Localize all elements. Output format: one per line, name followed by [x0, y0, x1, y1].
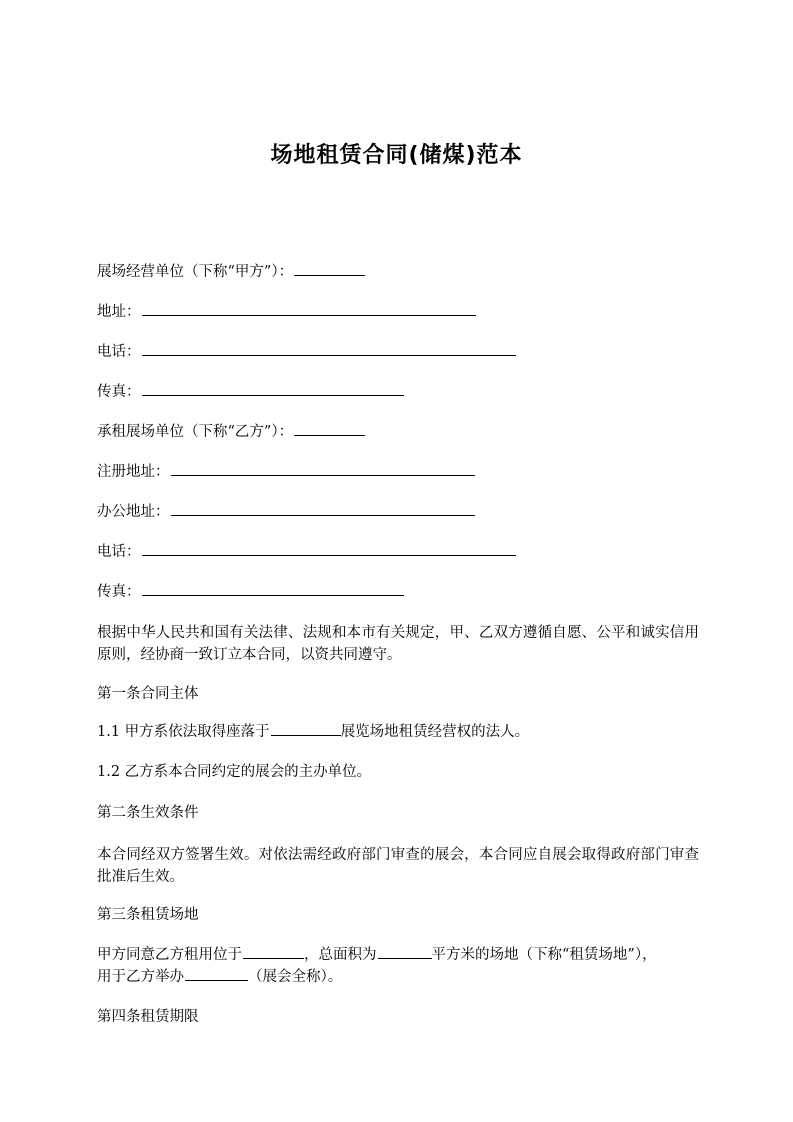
party-b-fax-label: 传真：: [97, 584, 141, 600]
article3-text5: （展会全称）。: [248, 969, 343, 985]
article3-text1: 甲方同意乙方租用位于: [97, 947, 242, 963]
party-b-reg-address-line: [97, 461, 475, 483]
party-b-fax-blank[interactable]: [142, 581, 404, 596]
article2-paragraph: 本合同经双方签署生效。对依法需经政府部门审查的展会，本合同应自展会取得政府部门审查批准后生效。: [97, 847, 699, 885]
party-b-unit-blank[interactable]: [294, 421, 365, 436]
party-b-reg-address-blank[interactable]: [171, 461, 475, 476]
party-b-office-address-line: [97, 501, 475, 523]
party-a-fax-label: 传真：: [97, 384, 141, 400]
party-b-fax-line: [97, 581, 404, 603]
exhibition-name-blank[interactable]: [185, 966, 248, 981]
preamble-paragraph: 根据中华人民共和国有关法律、法规和本市有关规定，甲、乙双方遵循自愿、公平和诚实信用原则，经协商一致订立本合同，以资共同遵守。: [97, 625, 699, 663]
party-a-unit-blank[interactable]: [294, 261, 365, 276]
party-b-office-address-label: 办公地址：: [97, 504, 170, 520]
party-a-phone-blank[interactable]: [142, 341, 516, 356]
party-b-phone-line: [97, 541, 516, 563]
party-b-unit-line: [97, 421, 365, 443]
article1-clause1-post: 展览场地租赁经营权的法人。: [340, 724, 530, 740]
article1-heading: 第一条合同主体: [97, 686, 199, 702]
article1-clause1: [97, 721, 529, 743]
article1-clause2: 1.2 乙方系本合同约定的展会的主办单位。: [97, 764, 372, 780]
article1-clause1-pre: 1.1 甲方系依法取得座落于: [97, 724, 270, 740]
party-a-unit-line: [97, 261, 365, 283]
party-b-phone-blank[interactable]: [142, 541, 516, 556]
party-b-reg-address-label: 注册地址：: [97, 464, 170, 480]
site-location-blank[interactable]: [243, 944, 304, 959]
document-title: 场地租赁合同(储煤)范本: [270, 143, 523, 168]
party-a-fax-blank[interactable]: [142, 381, 404, 396]
party-a-address-label: 地址：: [97, 304, 141, 320]
article3-line2: [97, 966, 342, 988]
article3-text4: 用于乙方举办: [97, 969, 184, 985]
article3-text2: ，总面积为: [304, 947, 377, 963]
article2-heading: 第二条生效条件: [97, 805, 199, 821]
article4-heading: 第四条租赁期限: [97, 1009, 199, 1025]
party-a-phone-line: [97, 341, 516, 363]
party-b-unit-label: 承租展场单位（下称“乙方”）：: [97, 424, 294, 440]
article3-text3: 平方米的场地（下称“租赁场地”），: [431, 947, 657, 963]
party-b-phone-label: 电话：: [97, 544, 141, 560]
party-a-address-blank[interactable]: [142, 301, 476, 316]
article3-line1: [97, 944, 657, 966]
party-b-office-address-blank[interactable]: [171, 501, 475, 516]
party-a-address-line: [97, 301, 476, 323]
party-a-phone-label: 电话：: [97, 344, 141, 360]
venue-location-blank[interactable]: [271, 721, 341, 736]
total-area-blank[interactable]: [378, 944, 432, 959]
party-a-unit-label: 展场经营单位（下称“甲方”）：: [97, 264, 294, 280]
article3-heading: 第三条租赁场地: [97, 907, 199, 923]
party-a-fax-line: [97, 381, 404, 403]
